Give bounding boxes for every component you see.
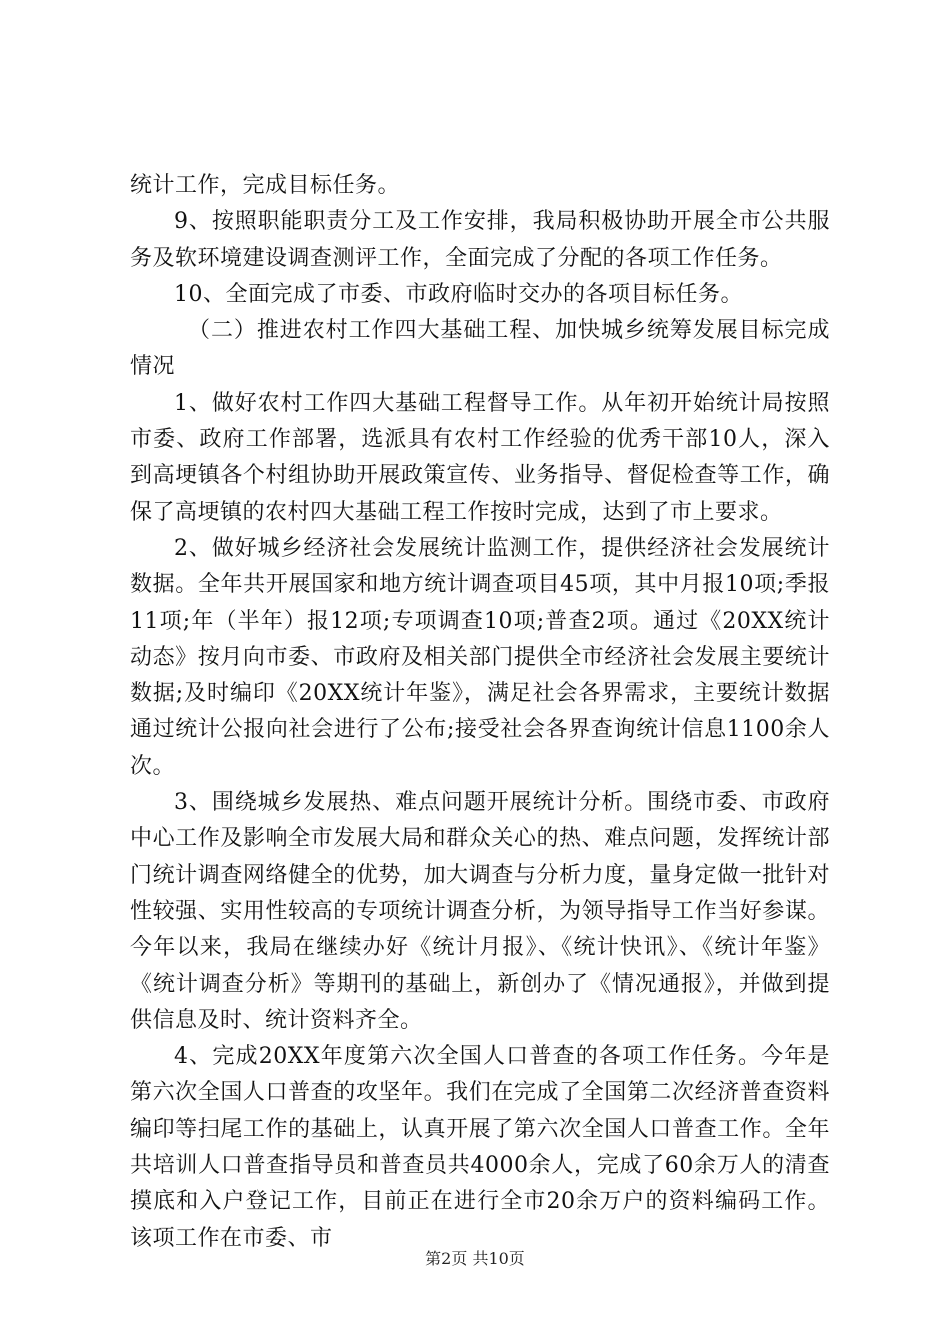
- paragraph-item-4: 4、完成20XX年度第六次全国人口普查的各项工作任务。今年是第六次全国人口普查的攻坚年。我们在完成了全国第二次经济普查资料编印等扫尾工作的基础上，认真开展了第六次全国人口普查工作。全年共培训人口普查指导员和普查员共4000余人，完成了60余万人的清查摸底和入户登记工作，目前正在进行全市20余万户的资料编码工作。该项工作在市委、市: [130, 1044, 830, 1251]
- document-body: [130, 168, 830, 1257]
- paragraph-continuation: 统计工作，完成目标任务。: [130, 173, 401, 198]
- paragraph-item-2: 2、做好城乡经济社会发展统计监测工作，提供经济社会发展统计数据。全年共开展国家和地方统计调查项目45项，其中月报10项;季报11项;年（半年）报12项;专项调查10项;普查2项。通过《20XX统计动态》按月向市委、市政府及相关部门提供全市经济社会发展主要统计数据;及时编印《20XX统计年鉴》，满足社会各界需求，主要统计数据通过统计公报向社会进行了公布;接受社会各界查询统计信息1100余人次。: [130, 535, 830, 779]
- paragraph-item-3: 3、围绕城乡发展热、难点问题开展统计分析。围绕市委、市政府中心工作及影响全市发展大局和群众关心的热、难点问题，发挥统计部门统计调查网络健全的优势，加大调查与分析力度，量身定做一批针对性较强、实用性较高的专项统计调查分析，为领导指导工作当好参谋。今年以来，我局在继续办好《统计月报》、《统计快讯》、《统计年鉴》《统计调查分析》等期刊的基础上，新创办了《情况通报》，并做到提供信息及时、统计资料齐全。: [130, 790, 830, 1033]
- paragraph-item-9: 9、按照职能职责分工及工作安排，我局积极协助开展全市公共服务及软环境建设调查测评工作，全面完成了分配的各项工作任务。: [130, 209, 830, 271]
- page-number: 第2页 共10页: [425, 1249, 525, 1268]
- paragraph-item-1: 1、做好农村工作四大基础工程督导工作。从年初开始统计局按照市委、政府工作部署，选派具有农村工作经验的优秀干部10人，深入到高埂镇各个村组协助开展政策宣传、业务指导、督促检查等工作，确保了高埂镇的农村四大基础工程工作按时完成，达到了市上要求。: [130, 390, 830, 525]
- paragraph-item-10: 10、全面完成了市委、市政府临时交办的各项目标任务。: [174, 281, 743, 307]
- section-heading: （二）推进农村工作四大基础工程、加快城乡统筹发展目标完成情况: [130, 318, 830, 380]
